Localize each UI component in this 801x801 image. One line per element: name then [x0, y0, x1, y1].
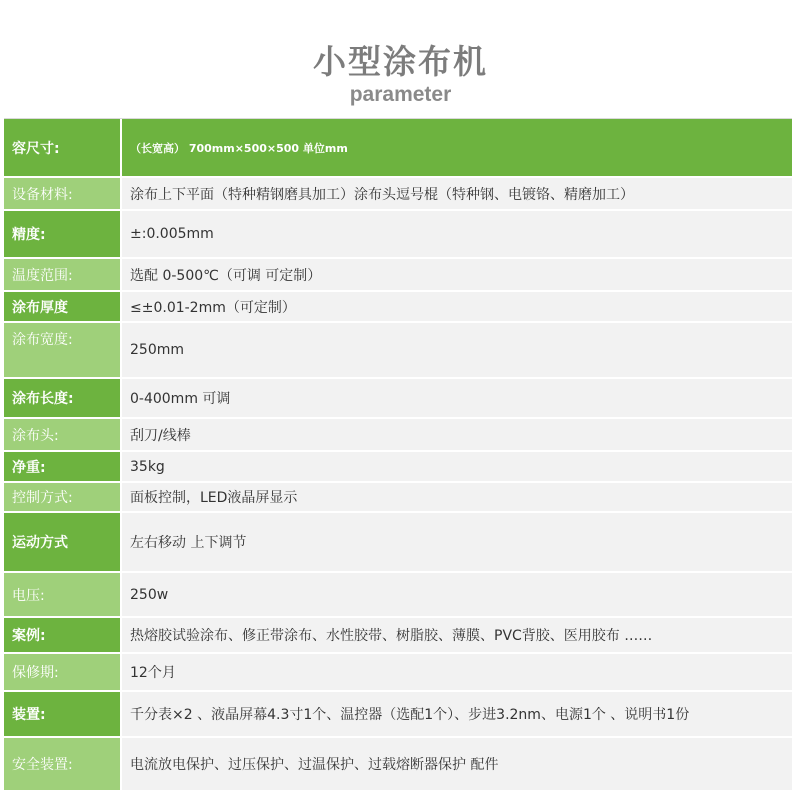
row-label: 容尺寸: — [4, 119, 122, 176]
row-value: （长宽高） 700mm×500×500 单位mm — [122, 119, 792, 176]
table-row — [4, 119, 792, 178]
table-row — [4, 738, 792, 792]
row-label: 安全装置: — [4, 738, 122, 790]
row-label: 涂布厚度 — [4, 292, 122, 321]
row-value: 热熔胶试验涂布、修正带涂布、水性胶带、树脂胶、薄膜、PVC背胶、医用胶布 …… — [130, 628, 653, 644]
row-value: 刮刀/线棒 — [130, 427, 191, 444]
row-value: 左右移动 上下调节 — [130, 535, 247, 551]
row-value: ≤±0.01-2mm（可定制） — [130, 299, 296, 316]
row-value: 250w — [130, 586, 169, 603]
row-value: 35kg — [130, 458, 165, 475]
row-value: 涂布上下平面（特种精钢磨具加工）涂布头逗号棍（特种钢、电镀铬、精磨加工） — [130, 186, 634, 203]
table-row — [4, 452, 792, 483]
row-value: 选配 0-500℃（可调 可定制） — [130, 267, 322, 284]
row-value: 面板控制，LED液晶屏显示 — [130, 490, 298, 506]
row-label: 涂布头: — [4, 419, 122, 450]
row-label: 运动方式 — [4, 513, 122, 571]
row-value: ±:0.005mm — [130, 226, 214, 242]
row-label: 控制方式: — [4, 483, 122, 511]
page-title: 小型涂布机 — [313, 42, 488, 81]
table-row — [4, 178, 792, 211]
row-value: 250mm — [130, 342, 184, 358]
parameter-table — [4, 118, 792, 792]
row-value: 千分表×2 、液晶屏幕4.3寸1个、温控器（选配1个）、步进3.2nm、电源1个 、说明书1份 — [130, 707, 690, 723]
table-row — [4, 419, 792, 452]
table-row — [4, 654, 792, 692]
row-label: 精度: — [4, 211, 122, 257]
row-label: 保修期: — [4, 654, 122, 690]
table-row — [4, 692, 792, 738]
table-row — [4, 618, 792, 654]
row-label: 装置: — [4, 692, 122, 736]
table-row — [4, 483, 792, 513]
table-row — [4, 379, 792, 419]
table-row — [4, 211, 792, 259]
row-label: 设备材料: — [4, 178, 122, 209]
row-label: 案例: — [4, 618, 122, 652]
table-row — [4, 513, 792, 573]
row-label: 涂布长度: — [4, 379, 122, 417]
table-row — [4, 573, 792, 618]
row-label: 电压: — [4, 573, 122, 616]
page-subtitle: parameter — [349, 83, 452, 106]
row-value: 0-400mm 可调 — [130, 391, 231, 407]
table-row — [4, 323, 792, 379]
row-label: 温度范围: — [4, 259, 122, 290]
row-value: 电流放电保护、过压保护、过温保护、过载熔断器保护 配件 — [130, 757, 499, 773]
row-label: 净重: — [4, 452, 122, 481]
table-row — [4, 259, 792, 292]
row-value: 12个月 — [130, 665, 176, 681]
row-label: 涂布宽度: — [4, 323, 122, 377]
table-row — [4, 292, 792, 323]
